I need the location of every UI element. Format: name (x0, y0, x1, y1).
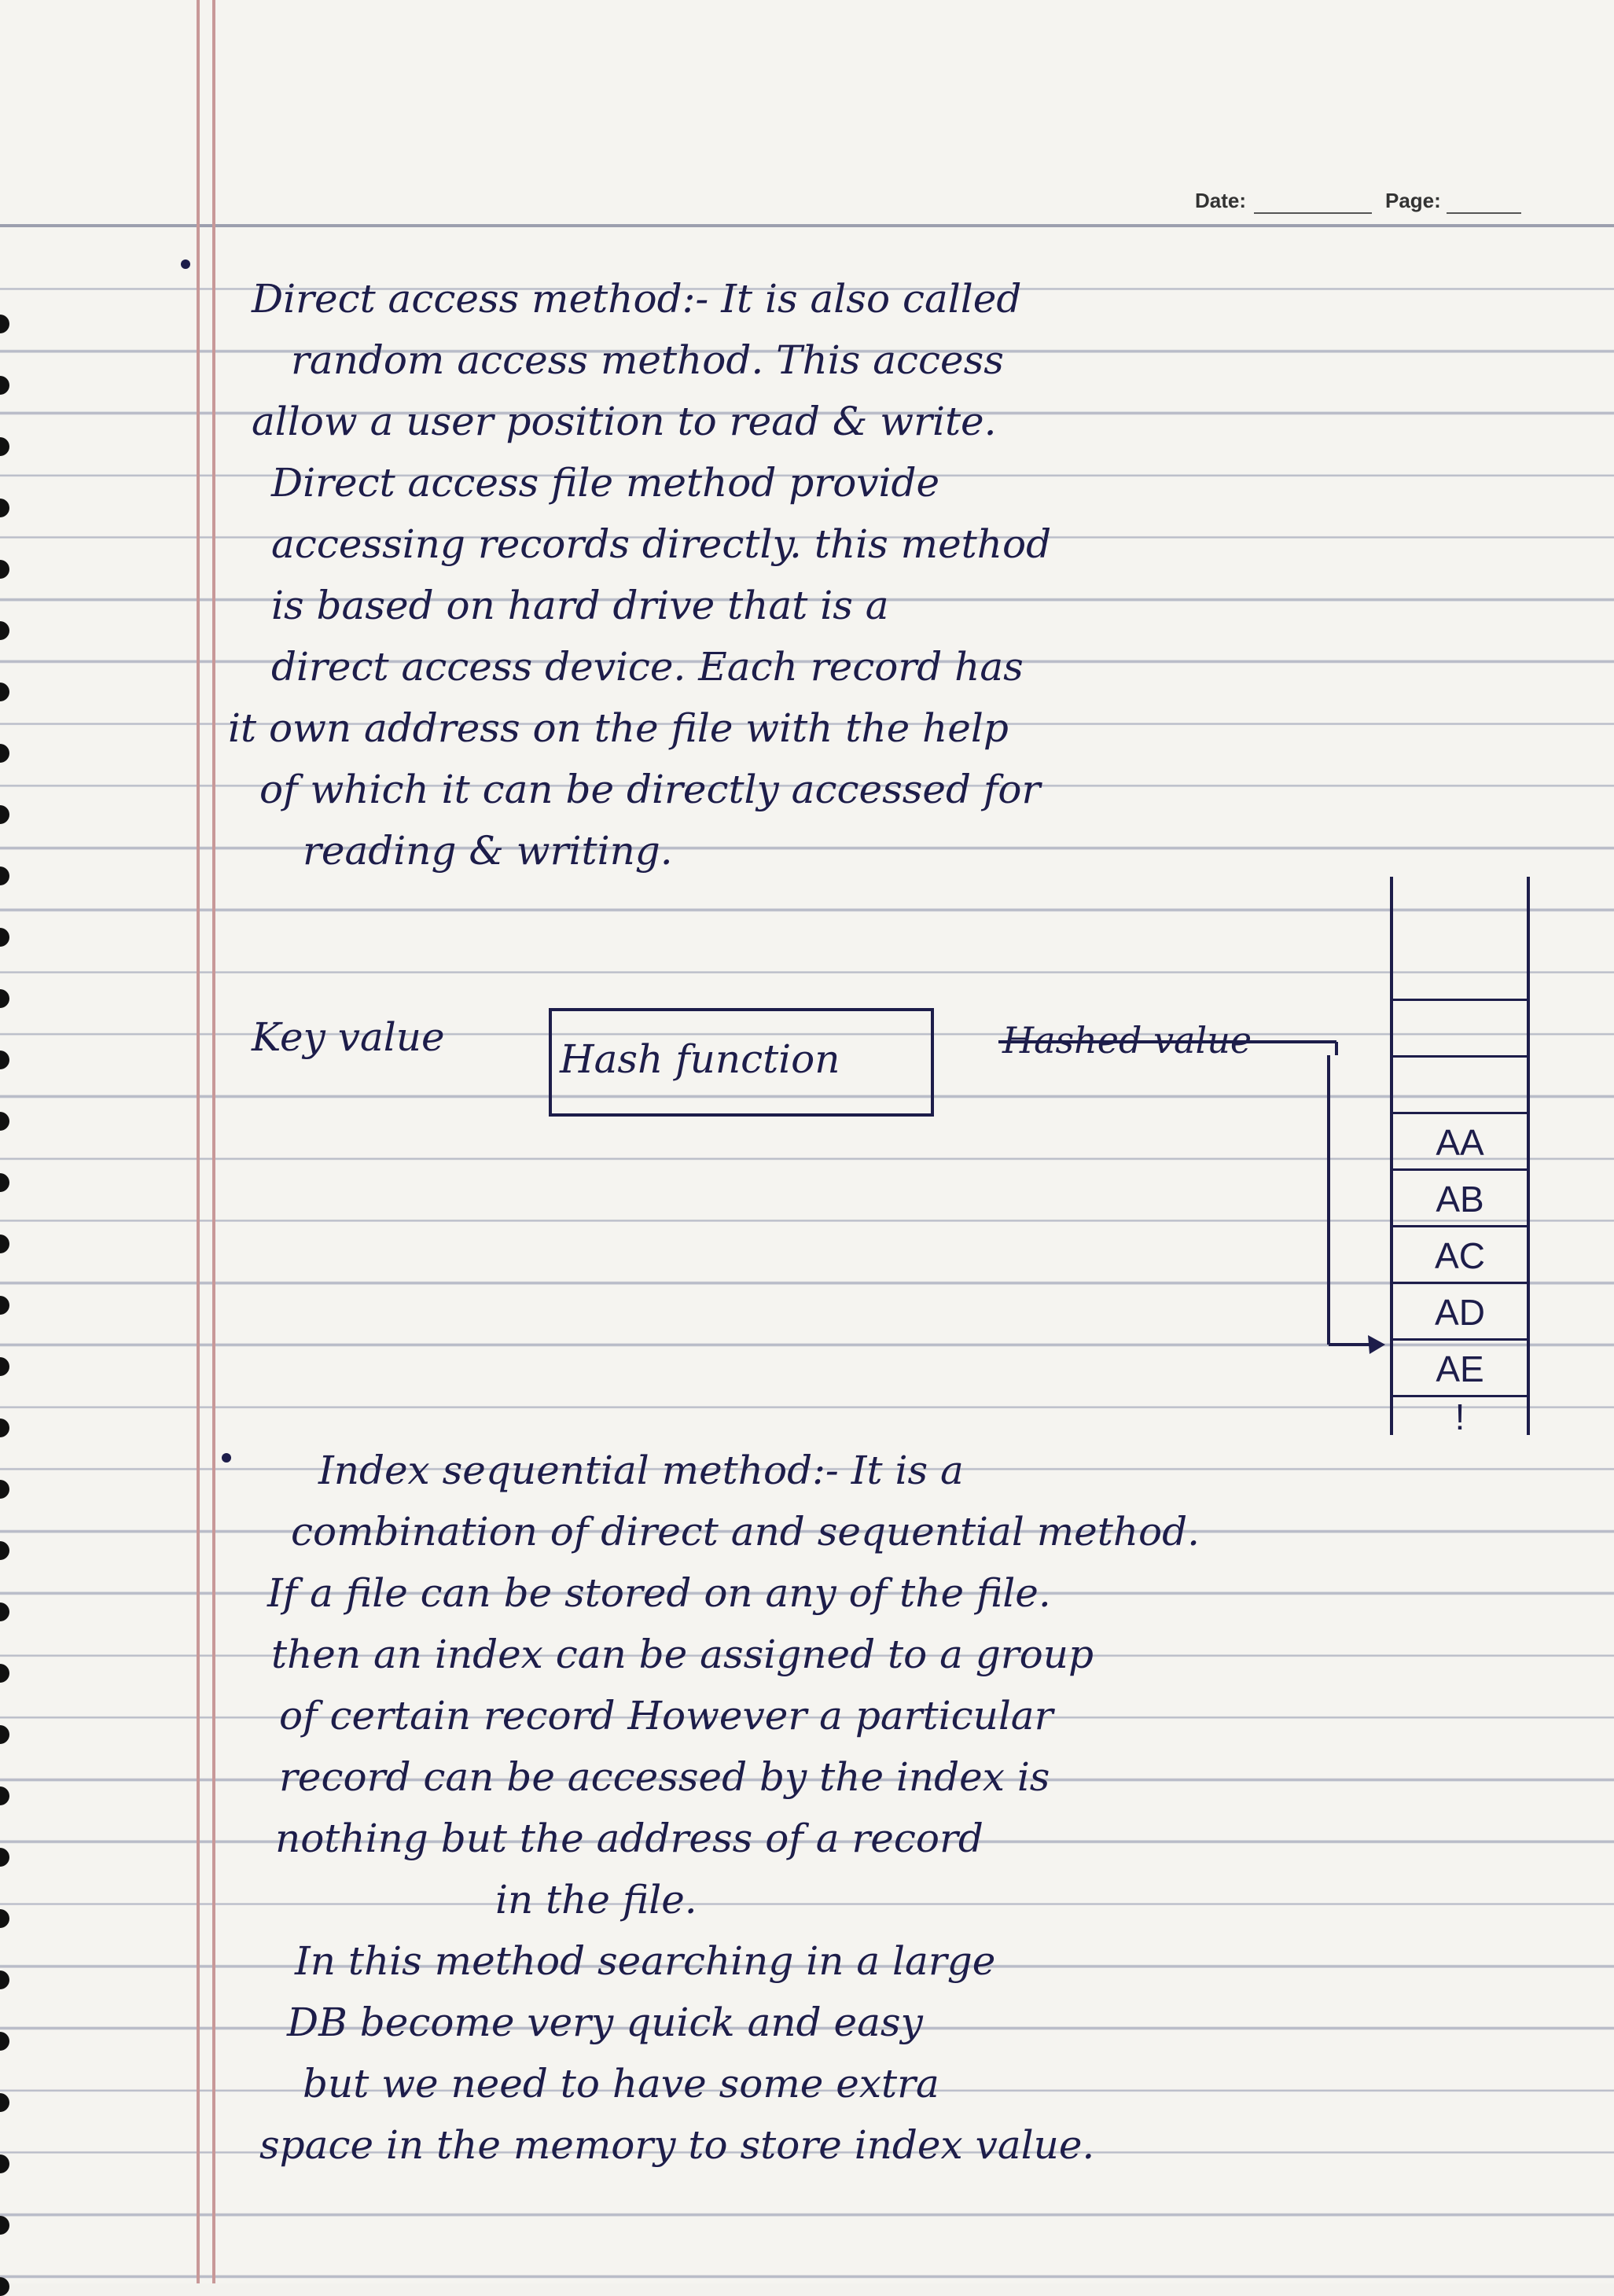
text-line: Direct access method:- It is also called (252, 276, 1022, 322)
text-line: is based on hard drive that is a (271, 583, 889, 628)
text-line: nothing but the address of a record (275, 1816, 983, 1861)
margin-line (212, 0, 215, 2283)
text-line: but we need to have some extra (303, 2061, 939, 2107)
text-line: If a file can be stored on any of the file. (267, 1570, 1051, 1616)
text-line: Index sequential method:- It is a (318, 1448, 964, 1493)
text-line: then an index can be assigned to a group (271, 1632, 1094, 1677)
hashed-value-label: Hashed value (1002, 1019, 1252, 1062)
hash-function-label: Hash function (560, 1036, 840, 1082)
margin-line (197, 0, 200, 2283)
bullet-icon (222, 1453, 231, 1463)
text-line: DB become very quick and easy (287, 2000, 923, 2045)
record-table (1390, 877, 1530, 1435)
text-line: of which it can be directly accessed for (259, 767, 1041, 812)
text-line: accessing records directly. this method (271, 521, 1052, 567)
text-line: of certain record However a particular (279, 1693, 1053, 1739)
page-blank (1447, 212, 1521, 214)
record-cell: AA (1393, 1112, 1527, 1168)
page-header (0, 0, 1614, 227)
record-cell (1393, 999, 1527, 1055)
date-blank (1254, 212, 1372, 214)
record-cell: AB (1393, 1168, 1527, 1225)
text-line: it own address on the file with the help (228, 705, 1009, 751)
text-line: reading & writing. (303, 828, 673, 874)
record-cell: AD (1393, 1282, 1527, 1338)
key-value-label: Key value (252, 1014, 445, 1060)
text-line: direct access device. Each record has (271, 644, 1024, 690)
text-line: in the file. (495, 1877, 697, 1923)
record-cell (1393, 1055, 1527, 1112)
text-line: record can be accessed by the index is (279, 1754, 1050, 1800)
record-cell: AC (1393, 1225, 1527, 1282)
bullet-icon (181, 259, 190, 269)
text-line: space in the memory to store index value. (259, 2122, 1095, 2168)
record-cell: ! (1393, 1395, 1527, 1435)
record-cell: AE (1393, 1338, 1527, 1395)
page-label: Page: (1385, 189, 1441, 212)
text-line: allow a user position to read & write. (252, 399, 997, 444)
text-line: random access method. This access (291, 337, 1004, 383)
text-line: combination of direct and sequential method. (291, 1509, 1200, 1555)
text-line: Direct access file method provide (271, 460, 940, 506)
date-label: Date: (1195, 189, 1247, 212)
text-line: In this method searching in a large (295, 1938, 996, 1984)
